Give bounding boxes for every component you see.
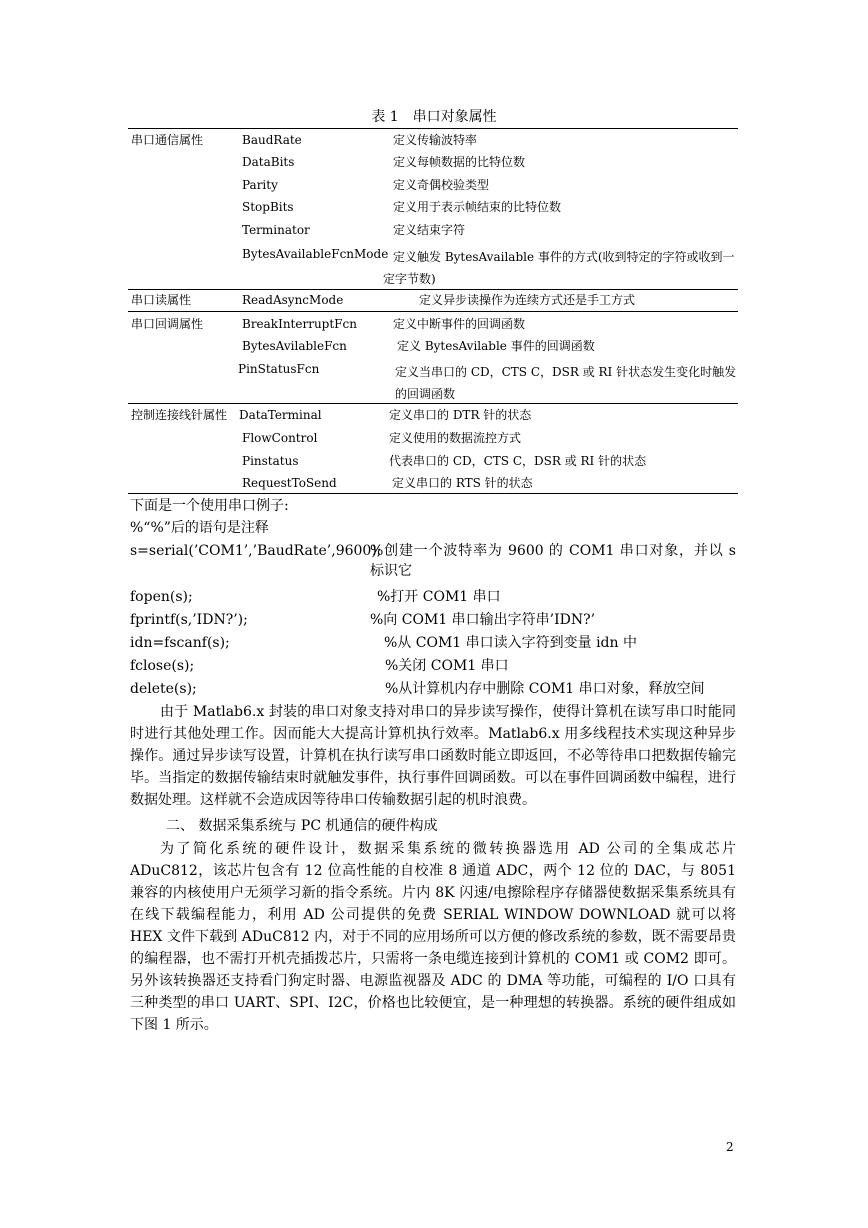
table-description: 定义串口的 DTR 针的状态 xyxy=(389,408,532,422)
page-number: 2 xyxy=(726,1140,734,1154)
code-comment-text: %创建一个波特率为 9600 的 COM1 串口对象，并以 s 标识它 xyxy=(370,543,736,579)
table-description: 定义串口的 RTS 针的状态 xyxy=(392,476,533,490)
code-comment: %打开 COM1 串口 xyxy=(377,589,501,605)
table-description: 定义当串口的 CD，CTS C，DSR 或 RI 针状态发生变化时触发的回调函数 xyxy=(395,365,737,401)
code-line: fprintf(s,’IDN?’); xyxy=(130,612,248,628)
table-description: 定义异步读操作为连续方式还是手工方式 xyxy=(419,293,636,307)
table-description: 定义每帧数据的比特位数 xyxy=(393,155,526,169)
code-line: s=serial(’COM1’,’BaudRate’,9600); xyxy=(130,543,382,559)
code-comment xyxy=(370,541,736,581)
table-property: DataBits xyxy=(242,155,295,169)
table-description: 定义用于表示帧结束的比特位数 xyxy=(393,200,562,214)
table-group-divider xyxy=(128,311,738,312)
table-property: BreakInterruptFcn xyxy=(242,317,357,331)
code-comment: %向 COM1 串口输出字符串’IDN?’ xyxy=(370,612,596,628)
code-comment: %从计算机内存中删除 COM1 串口对象，释放空间 xyxy=(385,681,705,697)
table-property: PinStatusFcn xyxy=(238,362,320,376)
table-property: FlowControl xyxy=(242,431,318,445)
table-property: BytesAvailableFcnMode xyxy=(242,247,389,261)
body-paragraph: 由于 Matlab6.x 封装的串口对象支持对串口的异步读写操作，使得计算机在读写串口时能同时进行其他处理工作。因而能大大提高计算机执行效率。Matlab6.x 用多线程技术实现这种异步操作。通过异步读写设置，计算机在执行读写串口函数时能立即返回，不必等待串口把数据传输完毕。当指定的数据传输结束时就触发事件，执行事件回调函数。可以在事件回调函数中编程，进行数据处理。这样就不会造成因等待串口传输数据引起的机时浪费。 xyxy=(130,704,736,808)
table-description: 定义 BytesAvilable 事件的回调函数 xyxy=(397,339,595,353)
table-property: ReadAsyncMode xyxy=(242,293,344,307)
table-description: 定义使用的数据流控方式 xyxy=(389,431,522,445)
table-caption: 表 1 串口对象属性 xyxy=(371,109,497,125)
section-heading: 二、 数据采集系统与 PC 机通信的硬件构成 xyxy=(166,818,438,834)
code-line: fclose(s); xyxy=(130,658,195,674)
table-property: RequestToSend xyxy=(242,476,337,490)
code-line: fopen(s); xyxy=(130,589,193,605)
example-note: %“%”后的语句是注释 xyxy=(130,520,269,536)
code-comment: %从 COM1 串口读入字符到变量 idn 中 xyxy=(384,635,637,651)
table-category: 串口回调属性 xyxy=(131,317,204,331)
table-property: Pinstatus xyxy=(242,454,299,468)
table-property: StopBits xyxy=(242,200,294,214)
table-category: 控制连接线针属性 xyxy=(131,408,228,422)
table-bottom-rule xyxy=(128,493,738,494)
table-property: BaudRate xyxy=(242,133,302,147)
code-line: idn=fscanf(s); xyxy=(130,635,230,651)
table-description: 定义奇偶校验类型 xyxy=(393,178,490,192)
table-property: BytesAvilableFcn xyxy=(242,339,347,353)
table-description: 定义触发 BytesAvailable 事件的方式(收到特定的字符或收到一定字节数) xyxy=(383,250,735,286)
code-line: delete(s); xyxy=(130,681,197,697)
table-description: 定义中断事件的回调函数 xyxy=(393,317,526,331)
example-intro: 下面是一个使用串口例子: xyxy=(130,498,289,514)
table-category: 串口读属性 xyxy=(131,293,192,307)
table-category: 串口通信属性 xyxy=(131,133,204,147)
code-comment: %关闭 COM1 串口 xyxy=(385,658,509,674)
body-paragraph: 为了简化系统的硬件设计，数据采集系统的微转换器选用 AD 公司的全集成芯片 ADuC812，该芯片包含有 12 位高性能的自校准 8 通道 ADC，两个 12 位的 DAC，与 8051 兼容的内核使用户无须学习新的指令系统。片内 8K 闪速/电擦除程序存储器使数据采集系统具有在线下载编程能力，利用 AD 公司提供的免费 SERIAL WINDOW DOWNLOAD 就可以将 HEX 文件下载到 ADuC812 内，对于不同的应用场所可以方便的修改系统的参数，既不需要昂贵的编程器，也不需打开机壳插拨芯片，只需将一条电缆连接到计算机的 COM1 或 COM2 即可。另外该转换器还支持看门狗定时器、电源监视器及 ADC 的 DMA 等功能，可编程的 I/O 口具有三种类型的串口 UART、SPI、I2C，价格也比较便宜，是一种理想的转换器。系统的硬件组成如下图 1 所示。 xyxy=(130,841,736,1033)
table-property: Terminator xyxy=(242,223,310,237)
table-description: 定义传输波特率 xyxy=(393,133,478,147)
table-property: Parity xyxy=(242,178,278,192)
table-description: 定义结束字符 xyxy=(393,223,466,237)
table-description: 代表串口的 CD，CTS C，DSR 或 RI 针的状态 xyxy=(389,454,647,468)
table-top-rule xyxy=(128,128,738,129)
table-property: DataTerminal xyxy=(239,408,322,422)
